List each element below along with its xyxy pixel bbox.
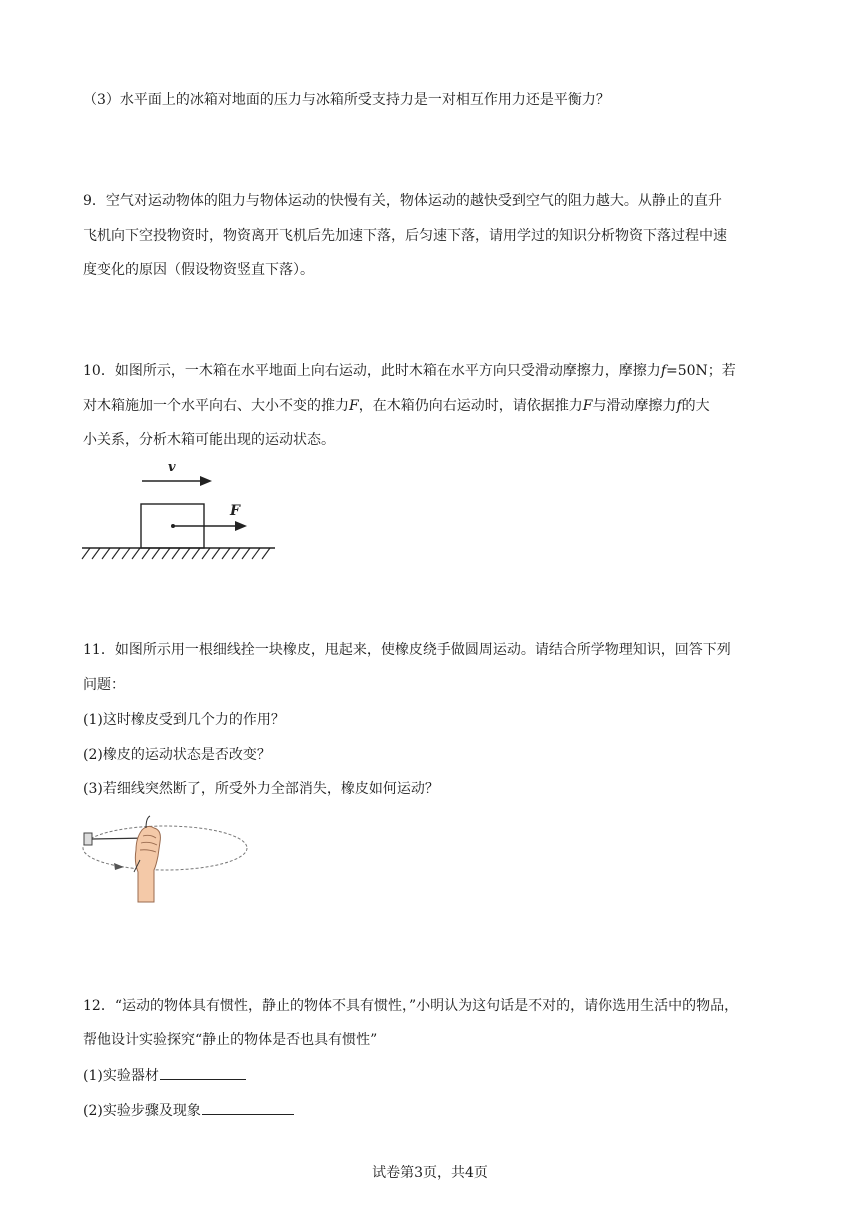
question-9-line-1: 9．空气对运动物体的阻力与物体运动的快慢有关，物体运动的越快受到空气的阻力越大。从静止的直升 <box>83 193 722 209</box>
question-11-sub-2: (2)橡皮的运动状态是否改变？ <box>83 747 271 763</box>
question-10-line-2 <box>83 396 710 416</box>
materials-answer-blank[interactable] <box>160 1065 246 1080</box>
question-12-sub-1 <box>83 1065 246 1086</box>
force-symbol: F <box>582 398 593 414</box>
materials-label: (1)实验器材 <box>83 1068 159 1084</box>
friction-symbol: f <box>676 398 682 414</box>
question-11-line-2: 问题： <box>83 677 125 693</box>
question-10-text: =50N；若 <box>666 363 736 379</box>
push-force-arrow <box>173 521 247 531</box>
question-10-text: 的大 <box>681 398 710 414</box>
question-10-text: 与滑动摩擦力 <box>592 398 677 414</box>
orbit-direction-arrow <box>114 863 124 870</box>
question-12-sub-2 <box>83 1100 294 1121</box>
question-10-text: 10．如图所示，一木箱在水平地面上向右运动，此时木箱在水平方向只受滑动摩擦力，摩擦力 <box>83 363 661 379</box>
question-10-line-3: 小关系，分析木箱可能出现的运动状态。 <box>83 432 335 448</box>
question-8-part-3: （3）水平面上的冰箱对地面的压力与冰箱所受支持力是一对相互作用力还是平衡力？ <box>83 92 610 108</box>
force-symbol: F <box>349 398 359 414</box>
question-9-line-3: 度变化的原因（假设物资竖直下落）。 <box>83 262 314 278</box>
eraser <box>84 833 92 845</box>
question-12-line-1: 12．“运动的物体具有惯性，静止的物体不具有惯性，”小明认为这句话是不对的，请你选用生活中的物品， <box>83 998 739 1014</box>
box-force-diagram <box>80 455 280 565</box>
steps-answer-blank[interactable] <box>202 1100 294 1115</box>
velocity-arrow <box>142 476 212 486</box>
page-footer: 试卷第3页，共4页 <box>372 1165 488 1181</box>
eraser-circular-motion-figure <box>80 810 255 910</box>
orbit-path <box>83 826 247 870</box>
question-10-text: 对木箱施加一个水平向右、大小不变的推力 <box>83 398 349 414</box>
steps-label: (2)实验步骤及现象 <box>83 1103 201 1119</box>
force-label: F <box>230 503 240 519</box>
friction-symbol: f <box>660 363 666 379</box>
velocity-label: v <box>168 460 176 475</box>
question-9-line-2: 飞机向下空投物资时，物资离开飞机后先加速下落，后匀速下落，请用学过的知识分析物资下落过程中速 <box>83 228 727 244</box>
question-10-line-1 <box>83 361 736 381</box>
question-12-line-2: 帮他设计实验探究“静止的物体是否也具有惯性” <box>83 1032 378 1048</box>
ground <box>82 548 275 559</box>
question-11-sub-1: (1)这时橡皮受到几个力的作用？ <box>83 712 285 728</box>
question-11-sub-3: (3)若细线突然断了，所受外力全部消失，橡皮如何运动？ <box>83 781 439 797</box>
question-10-text: ，在木箱仍向右运动时，请依据推力 <box>358 398 583 414</box>
question-11-line-1: 11．如图所示用一根细线拴一块橡皮，甩起来，使橡皮绕手做圆周运动。请结合所学物理知识，回答下列 <box>83 642 731 658</box>
hand-illustration <box>135 816 160 902</box>
